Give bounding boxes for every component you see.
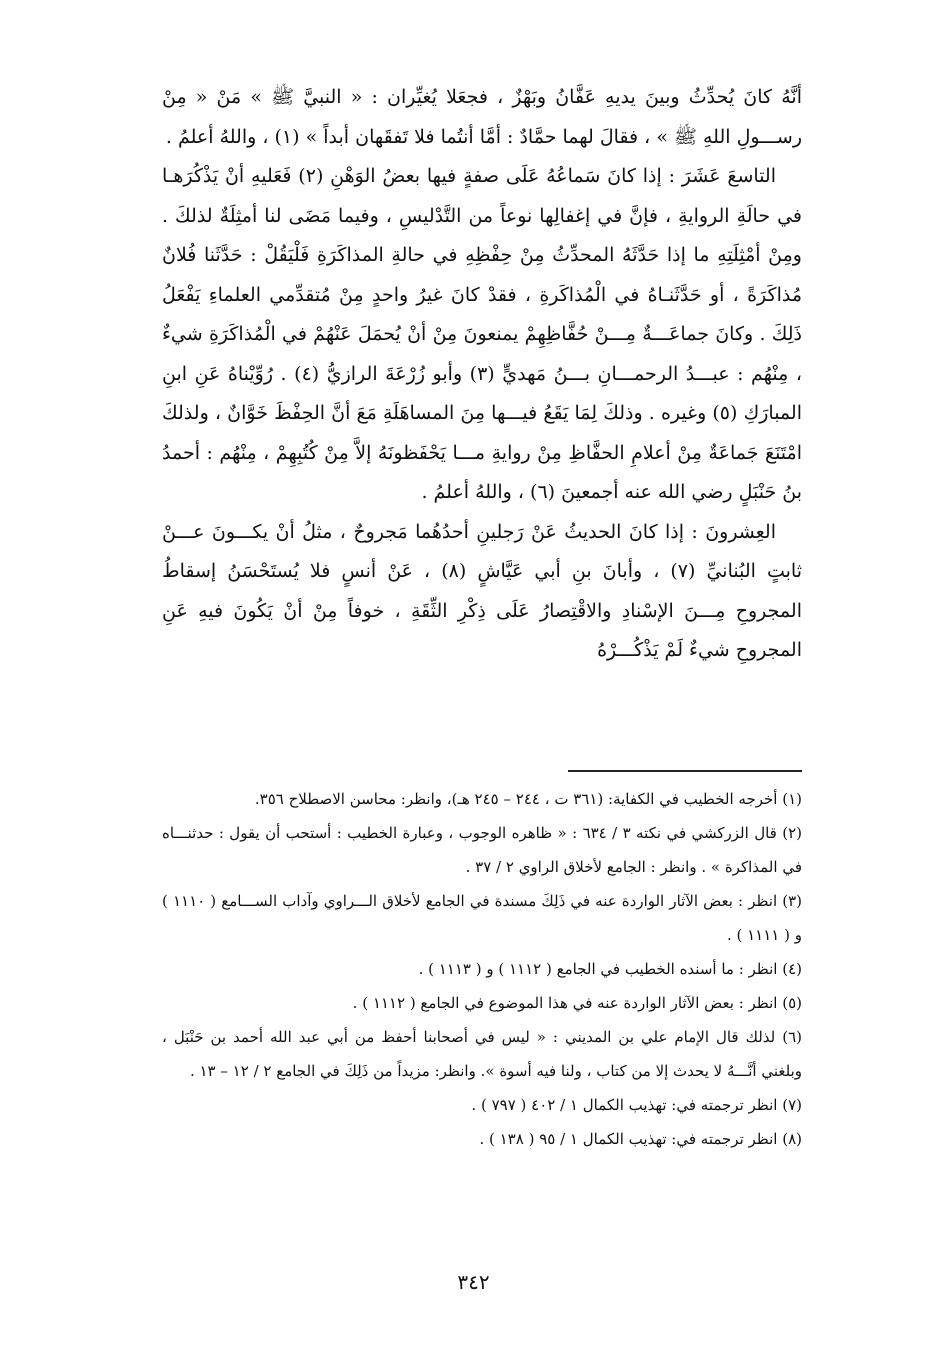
- footnote-6: (٦) لذلك قال الإمام علي بن المديني : « ليس في أصحابنا أحفظ من أبي عبد الله أحمد بن حَنْبَل ، وبلغني أنَّـــهُ لا يحدث إلا من كتاب ، ولنا فيه أسوة ». وانظر: مزيداً من ذَلِكَ في الجامع ٢ / ١٢ – ١٣ .: [162, 1028, 802, 1080]
- footnote-8: (٨) انظر ترجمته في: تهذيب الكمال ١ / ٩٥ ( ١٣٨ ) .: [479, 1130, 802, 1148]
- page-number: ٣٤٢: [457, 1270, 490, 1294]
- paragraph-twentieth: العِشرونَ : إذا كانَ الحديثُ عَنْ رَجلينِ أحدُهُما مَجروحٌ ، مثلُ أنْ يكـــونَ عـــنْ ثابتٍ البُنانيِّ (٧) ، وأبانَ بنِ أبي عَيَّاشٍ (٨) ، عَنْ أنسٍ فلا يُستَحْسَنُ إسقاطُ المجروحِ مِـــنَ الإسْنادِ والاقْتِصارُ عَلَى ذِكْرِ الثِّقَةِ ، خوفاً مِنْ أنْ يَكُونَ فيهِ عَنِ المجروحِ شيءٌ لَمْ يَذْكُـــرْهُ: [162, 520, 802, 661]
- footnote-2: (٢) قال الزركشي في نكته ٣ / ٦٣٤ : « ظاهره الوجوب ، وعبارة الخطيب : أستحب أن يقول : حدثنـــاه في المذاكرة » . وانظر : الجامع لأخلاق الراوي ٢ / ٣٧ .: [162, 824, 802, 876]
- footnote-5: (٥) انظر : بعض الآثار الواردة عنه في هذا الموضوع في الجامع ( ١١١٢ ) .: [352, 994, 802, 1012]
- footnote-1: (١) أخرجه الخطيب في الكفاية: (٣٦١ ت ، ٢٤٤ – ٢٤٥ هـ)، وانظر: محاسن الاصطلاح ٣٥٦.: [254, 790, 802, 808]
- footnotes: [162, 782, 802, 1156]
- footnote-3: (٣) انظر : بعض الآثار الواردة عنه في ذَلِكَ مسندة في الجامع لأخلاق الـــراوي وآداب الســـامع ( ١١١٠ ) و ( ١١١١ ) .: [162, 892, 802, 944]
- footnote-7: (٧) انظر ترجمته في: تهذيب الكمال ١ / ٤٠٢ ( ٧٩٧ ) .: [471, 1096, 802, 1114]
- footnote-4: (٤) انظر : ما أسنده الخطيب في الجامع ( ١١١٢ ) و ( ١١١٣ ) .: [418, 960, 802, 978]
- paragraph-nineteenth: التاسعَ عَشَرَ : إذا كانَ سَماعُهُ عَلَى صفةٍ فيها بعضُ الوَهْنِ (٢) فَعَليهِ أنْ يَذْكُرَهـا في حالَةِ الروايةِ ، فإنَّ في إغفالِها نوعاً من التَّدْليسِ ، وفيما مَضَى لنا أمثِلَةٌ لذلكَ . ومِنْ أمْثِلَتِهِ ما إذا حَدَّثَهُ المحدِّثُ مِنْ حِفْظِهِ في حالةِ المذاكَرَةِ فَلْيَقُلْ : حَدَّثَنا فُلانٌ مُذاكَرَةً ، أو حَدَّثَنـاهُ في الْمُذاكَرةِ ، فقدْ كانَ غيرُ واحدٍ مِنْ مُتقدِّمي العلماءِ يَفْعَلُ ذَلِكَ . وكانَ جماعَـــةٌ مِـــنْ حُفَّاظِهِمْ يمنعونَ مِنْ أنْ يُحمَلَ عَنْهُمْ في الْمُذاكَرَةِ شيءٌ ، مِنْهُم : عبـــدُ الرحمـــانِ بـــنُ مَهديٍّ (٣) وأبو زُرْعَةَ الرازيُّ (٤) . رُوِّيْناهُ عَنِ ابنِ المبارَكِ (٥) وغيره . وذلكَ لِمَا يَقَعُ فيـــها مِنَ المساهَلَةِ مَعَ أنَّ الحِفْظَ خَوَّانٌ ، ولذلكَ امْتَنَعَ جَماعَةٌ مِنْ أعلامِ الحفَّاظِ مِنْ روايةِ مـــا يَحْفَظونَهُ إلاَّ مِنْ كُتُبِهِمْ ، مِنْهُم : أحمدُ بنُ حَنْبَلٍ رضي الله عنه أجمعينَ (٦) ، واللهُ أعلمُ .: [162, 165, 803, 503]
- paragraph-continuation: أنَّهُ كانَ يُحدِّثُ وبينَ يديهِ عَفَّانُ وبَهْزٌ ، فجعَلا يُغيِّران : « النبيَّ ﷺ » مَنْ « مِنْ رســـولِ اللهِ ﷺ » ، فقالَ لهما حمَّادٌ : أمَّا أنتُما فلا تَفقَهان أبداً » (١) ، واللهُ أعلمُ .: [162, 86, 802, 148]
- main-text: [162, 78, 802, 671]
- footnote-separator: [568, 770, 802, 772]
